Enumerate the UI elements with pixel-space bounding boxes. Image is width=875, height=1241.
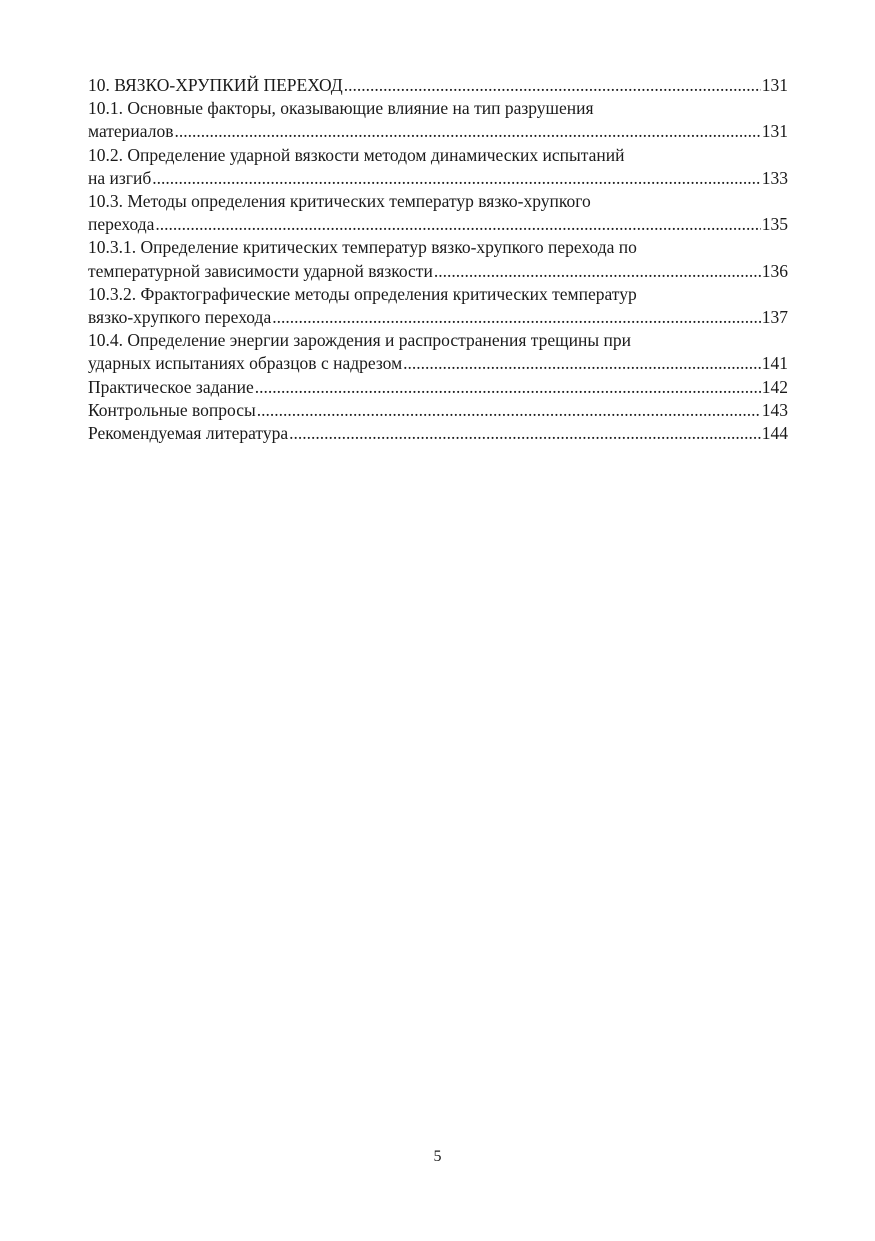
toc-page-number: 142 bbox=[761, 376, 788, 397]
toc-entry-title-continuation: вязко-хрупкого перехода bbox=[88, 307, 272, 328]
toc-entry-title: 10.3.1. Определение критических температур вязко-хрупкого перехода по bbox=[88, 237, 637, 258]
toc-entry[interactable] bbox=[88, 190, 788, 236]
dot-leader bbox=[434, 260, 761, 283]
toc-entry-last-line bbox=[88, 422, 788, 445]
toc-entry-last-line bbox=[88, 306, 788, 329]
toc-entry-last-line bbox=[88, 74, 788, 97]
toc-entry-last-line bbox=[88, 352, 788, 375]
toc-entry[interactable] bbox=[88, 376, 788, 399]
table-of-contents bbox=[88, 74, 788, 445]
dot-leader bbox=[403, 352, 761, 375]
toc-entry[interactable] bbox=[88, 236, 788, 282]
dot-leader bbox=[152, 167, 761, 190]
dot-leader bbox=[255, 376, 761, 399]
toc-entry-title-continuation: ударных испытаниях образцов с надрезом bbox=[88, 353, 403, 374]
toc-entry-title: 10.2. Определение ударной вязкости методом динамических испытаний bbox=[88, 144, 625, 165]
toc-entry-title-continuation: на изгиб bbox=[88, 167, 152, 188]
toc-page-number: 137 bbox=[761, 307, 788, 328]
toc-entry-title: 10.3. Методы определения критических температур вязко-хрупкого bbox=[88, 191, 591, 212]
toc-entry-last-line bbox=[88, 376, 788, 399]
toc-entry-title-continuation: температурной зависимости ударной вязкости bbox=[88, 260, 433, 281]
toc-page-number: 131 bbox=[761, 75, 788, 95]
toc-page-number: 143 bbox=[761, 399, 788, 420]
dot-leader bbox=[155, 213, 760, 236]
toc-page-number: 141 bbox=[761, 353, 788, 374]
toc-entry-title: 10. ВЯЗКО-ХРУПКИЙ ПЕРЕХОД bbox=[88, 75, 343, 95]
page-number: 5 bbox=[433, 1148, 442, 1165]
toc-page-number: 135 bbox=[761, 214, 788, 235]
toc-entry-title: 10.4. Определение энергии зарождения и распространения трещины при bbox=[88, 330, 632, 351]
toc-entry-last-line bbox=[88, 167, 788, 190]
toc-entry-title: Контрольные вопросы bbox=[88, 399, 256, 420]
toc-page-number: 131 bbox=[761, 121, 788, 142]
toc-entry[interactable] bbox=[88, 283, 788, 329]
dot-leader bbox=[257, 399, 761, 422]
dot-leader bbox=[344, 74, 761, 97]
toc-entry-last-line bbox=[88, 260, 788, 283]
toc-entry[interactable] bbox=[88, 329, 788, 375]
toc-entry[interactable] bbox=[88, 399, 788, 422]
toc-entry-title: 10.3.2. Фрактографические методы определения критических температур bbox=[88, 283, 637, 304]
toc-page-number: 136 bbox=[761, 260, 788, 281]
toc-entry[interactable] bbox=[88, 74, 788, 97]
toc-entry-last-line bbox=[88, 213, 788, 236]
toc-page-number: 144 bbox=[761, 423, 788, 444]
dot-leader bbox=[272, 306, 761, 329]
toc-page-number: 133 bbox=[761, 167, 788, 188]
toc-entry-title-continuation: материалов bbox=[88, 121, 174, 142]
toc-entry-last-line bbox=[88, 120, 788, 143]
dot-leader bbox=[289, 422, 761, 445]
toc-entry-last-line bbox=[88, 399, 788, 422]
toc-entry[interactable] bbox=[88, 144, 788, 190]
toc-entry[interactable] bbox=[88, 422, 788, 445]
toc-entry-title: Рекомендуемая литература bbox=[88, 423, 289, 444]
toc-entry[interactable] bbox=[88, 97, 788, 143]
toc-entry-title: 10.1. Основные факторы, оказывающие влияние на тип разрушения bbox=[88, 98, 594, 119]
dot-leader bbox=[174, 120, 760, 143]
toc-entry-title-continuation: перехода bbox=[88, 214, 155, 235]
toc-entry-title: Практическое задание bbox=[88, 376, 254, 397]
